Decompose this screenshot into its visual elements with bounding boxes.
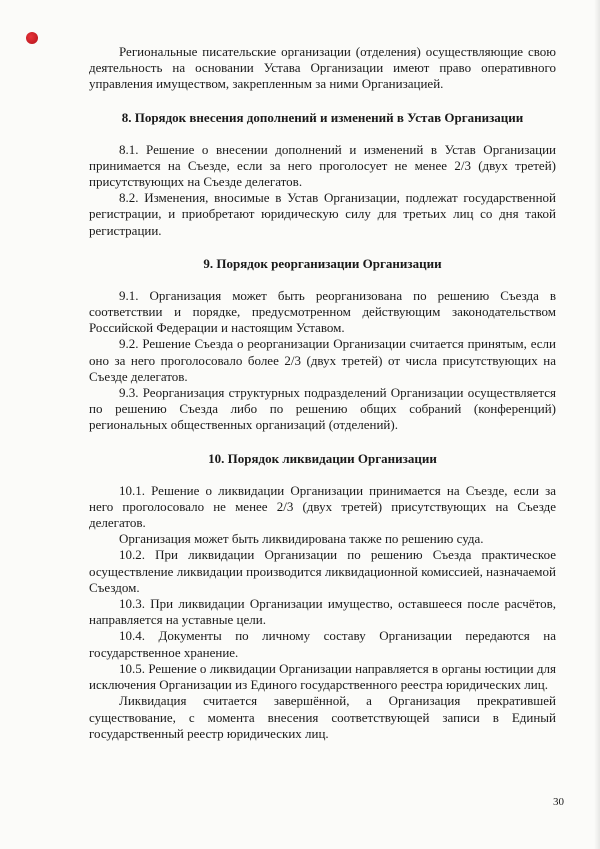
paragraph: 8.1. Решение о внесении дополнений и изменений в Устав Организации принимается на Съезде, если за него проголосует не менее 2/3 (двух третей) присутствующих на Съезде делегатов. <box>89 141 556 190</box>
paragraph: 10.3. При ликвидации Организации имущество, оставшееся после расчётов, направляется на уставные цели. <box>89 596 556 628</box>
red-mark <box>26 32 38 44</box>
page-number: 30 <box>553 796 564 808</box>
paragraph: 9.2. Решение Съезда о реорганизации Организации считается принятым, если оно за него проголосовало более 2/3 (двух третей) от числа присутствующих на Съезде делегатов. <box>89 336 556 384</box>
section-heading: 10. Порядок ликвидации Организации <box>208 450 437 466</box>
paragraph: 10.4. Документы по личному составу Организации передаются на государственное хранение. <box>89 628 556 660</box>
paragraph: Ликвидация считается завершённой, а Организация прекратившей существование, с момента внесения соответствующей записи в Единый государственный реестр юридических лиц. <box>89 693 556 741</box>
paragraph: 9.3. Реорганизация структурных подразделений Организации осуществляется по решению Съезда либо по решению общих собраний (конференций) региональных общественных организаций (отделений). <box>89 385 556 433</box>
paragraph: 9.1. Организация может быть реорганизована по решению Съезда в соответствии и порядке, предусмотренном действующим законодательством Российской Федерации и настоящим Уставом. <box>89 287 556 336</box>
paragraph: 8.2. Изменения, вносимые в Устав Организации, подлежат государственной регистрации, и приобретают юридическую силу для третьих лиц со дня такой регистрации. <box>89 190 556 238</box>
section-heading: 8. Порядок внесения дополнений и изменений в Устав Организации <box>121 109 524 125</box>
paragraph: 10.2. При ликвидации Организации по решению Съезда практическое осуществление ликвидации производится ликвидационной комиссией, назначаемой Съездом. <box>89 547 556 595</box>
intro-paragraph: Региональные писательские организации (отделения) осуществляющие свою деятельность на основании Устава Организации имеют право оперативного управления имуществом, закрепленным за ними Организацией. <box>89 44 556 92</box>
paragraph: Организация может быть ликвидирована также по решению суда. <box>119 531 484 547</box>
paragraph: 10.1. Решение о ликвидации Организации принимается на Съезде, если за него проголосовало не менее 2/3 (двух третей) присутствующих на Съезде делегатов. <box>89 482 556 531</box>
paragraph: 10.5. Решение о ликвидации Организации направляется в органы юстиции для исключения Организации из Единого государственного реестра юридических лиц. <box>89 660 556 693</box>
section-heading: 9. Порядок реорганизации Организации <box>203 255 442 271</box>
